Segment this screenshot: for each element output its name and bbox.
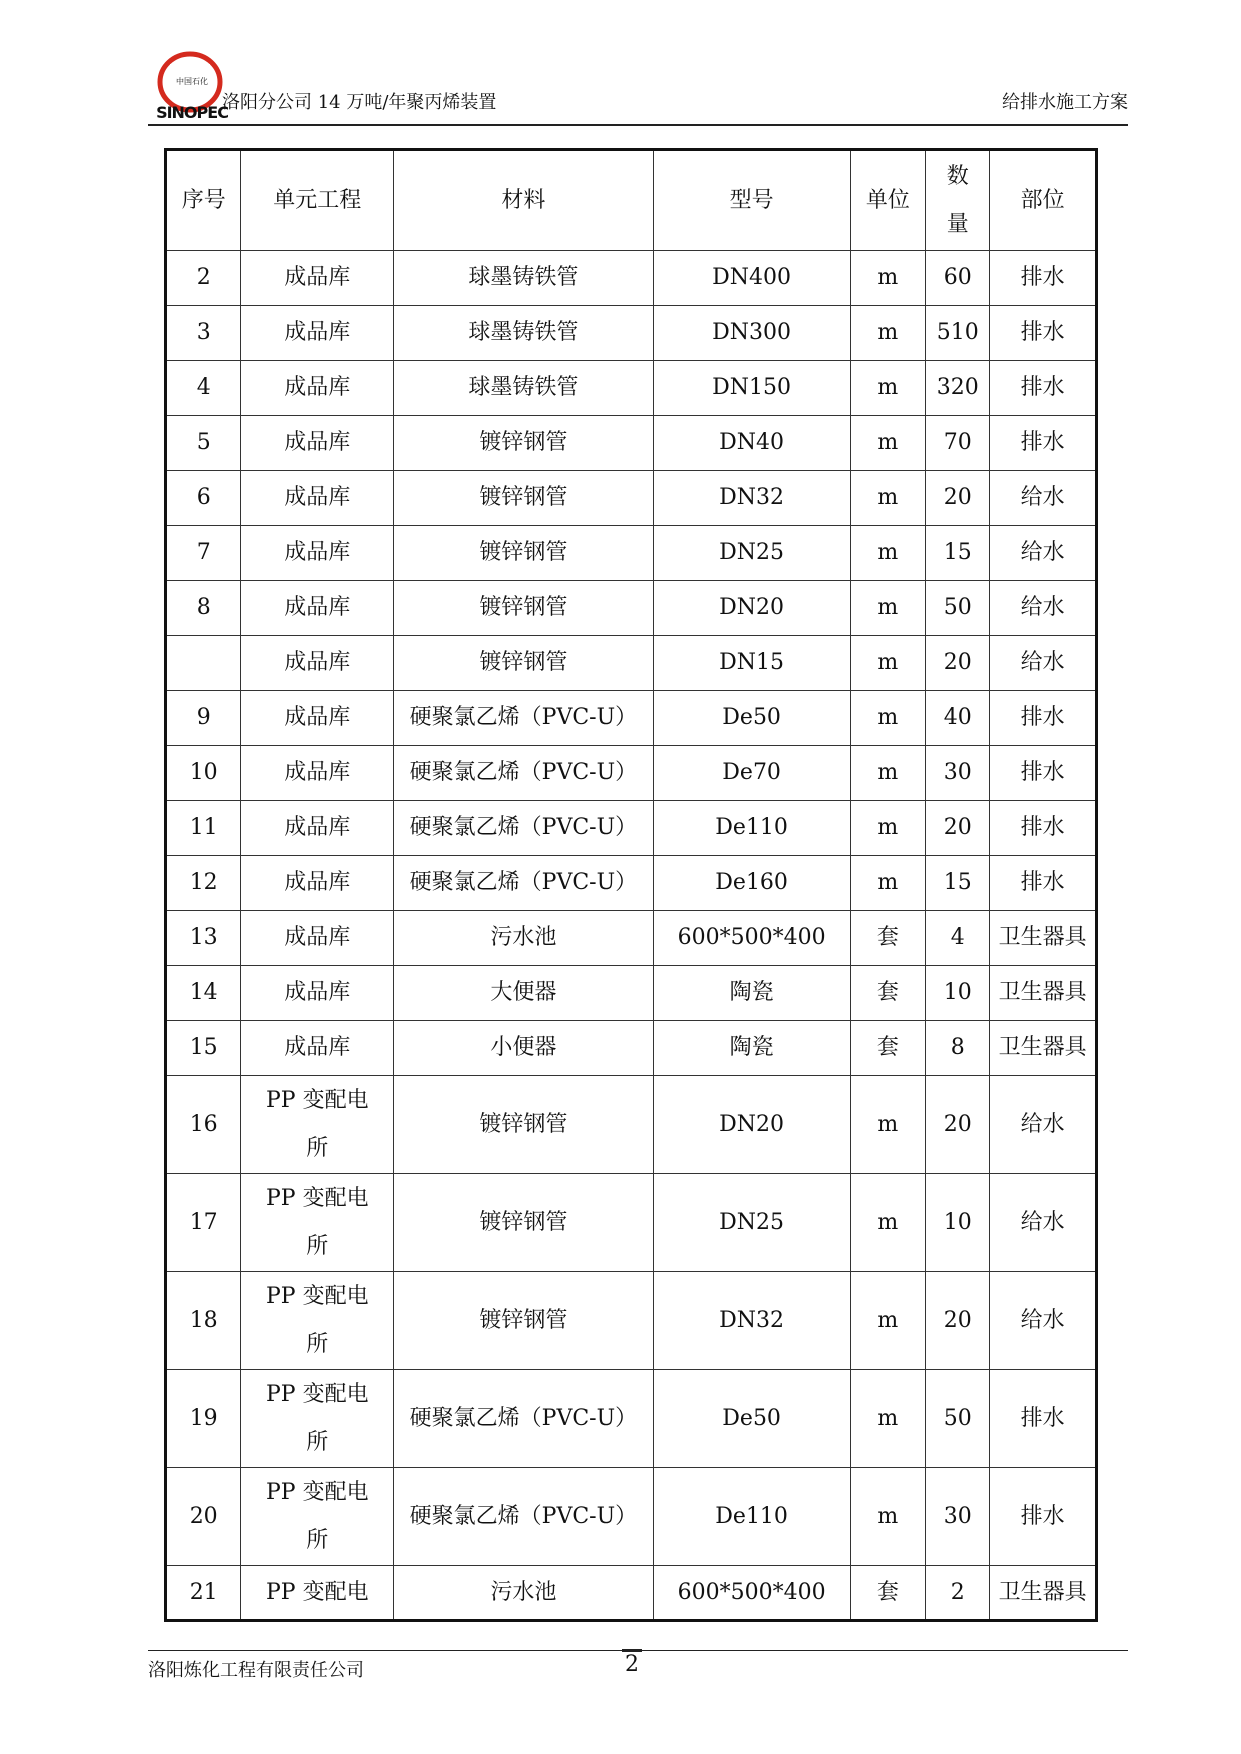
table-row [166, 801, 1097, 856]
cell-unit: 成品库 [241, 471, 394, 526]
footer-company-name: 洛阳炼化工程有限责任公司 [148, 1660, 364, 1681]
cell-part: 给水 [990, 1076, 1097, 1174]
cell-qty: 20 [926, 801, 990, 856]
cell-part: 排水 [990, 416, 1097, 471]
cell-part: 卫生器具 [990, 911, 1097, 966]
cell-model: 600*500*400 [653, 911, 850, 966]
cell-model: DN20 [653, 581, 850, 636]
cell-uom: 套 [850, 966, 925, 1021]
cell-seq: 20 [166, 1468, 241, 1566]
table-row [166, 581, 1097, 636]
cell-seq: 12 [166, 856, 241, 911]
sinopec-logo-icon [152, 50, 232, 122]
header-document-title: 给排水施工方案 [1002, 92, 1128, 113]
cell-part: 排水 [990, 801, 1097, 856]
table-row [166, 636, 1097, 691]
cell-unit: 成品库 [241, 251, 394, 306]
cell-model: 陶瓷 [653, 966, 850, 1021]
cell-material: 镀锌钢管 [394, 581, 653, 636]
cell-model: DN32 [653, 1272, 850, 1370]
cell-seq: 9 [166, 691, 241, 746]
cell-material: 大便器 [394, 966, 653, 1021]
cell-material: 污水池 [394, 1566, 653, 1621]
cell-seq: 18 [166, 1272, 241, 1370]
cell-part: 卫生器具 [990, 1021, 1097, 1076]
cell-part: 给水 [990, 636, 1097, 691]
cell-seq: 7 [166, 526, 241, 581]
cell-qty: 50 [926, 1370, 990, 1468]
table-row [166, 966, 1097, 1021]
header-quantity [926, 150, 990, 251]
cell-unit: 成品库 [241, 636, 394, 691]
cell-uom: m [850, 691, 925, 746]
table-row [166, 526, 1097, 581]
cell-unit: 成品库 [241, 856, 394, 911]
cell-seq: 3 [166, 306, 241, 361]
cell-qty: 2 [926, 1566, 990, 1621]
header-divider [148, 124, 1128, 126]
cell-part: 排水 [990, 1468, 1097, 1566]
cell-uom: m [850, 526, 925, 581]
cell-seq: 14 [166, 966, 241, 1021]
cell-material: 镀锌钢管 [394, 526, 653, 581]
cell-qty: 20 [926, 1076, 990, 1174]
cell-uom: m [850, 746, 925, 801]
header-quantity-line1: 数 [946, 163, 969, 189]
table-row [166, 306, 1097, 361]
cell-part: 排水 [990, 361, 1097, 416]
cell-unit: 成品库 [241, 306, 394, 361]
svg-text:SINOPEC: SINOPEC [156, 103, 228, 122]
cell-unit: 成品库 [241, 416, 394, 471]
cell-material: 镀锌钢管 [394, 1272, 653, 1370]
cell-model: 600*500*400 [653, 1566, 850, 1621]
table-row [166, 691, 1097, 746]
cell-seq: 6 [166, 471, 241, 526]
cell-unit: 成品库 [241, 581, 394, 636]
cell-material: 镀锌钢管 [394, 1076, 653, 1174]
cell-unit [241, 1468, 394, 1566]
cell-unit-line1: PP 变配电 [265, 1185, 369, 1211]
cell-material: 小便器 [394, 1021, 653, 1076]
page-header [148, 40, 1128, 122]
cell-model: DN20 [653, 1076, 850, 1174]
cell-unit: 成品库 [241, 801, 394, 856]
materials-table [164, 148, 1098, 1622]
cell-uom: m [850, 306, 925, 361]
cell-model: DN150 [653, 361, 850, 416]
cell-unit-line1: PP 变配电 [265, 1087, 369, 1113]
cell-unit-line2: 所 [306, 1331, 329, 1357]
cell-material: 硬聚氯乙烯（PVC-U） [394, 1468, 653, 1566]
cell-part: 卫生器具 [990, 966, 1097, 1021]
cell-part: 给水 [990, 1174, 1097, 1272]
header-material: 材料 [394, 150, 653, 251]
cell-qty: 50 [926, 581, 990, 636]
cell-unit [241, 1076, 394, 1174]
header-quantity-line2: 量 [946, 211, 969, 237]
cell-material: 镀锌钢管 [394, 416, 653, 471]
cell-uom: m [850, 1468, 925, 1566]
cell-seq: 8 [166, 581, 241, 636]
cell-material: 镀锌钢管 [394, 636, 653, 691]
cell-part: 给水 [990, 581, 1097, 636]
cell-material: 污水池 [394, 911, 653, 966]
cell-uom: m [850, 801, 925, 856]
cell-uom: m [850, 416, 925, 471]
cell-seq: 17 [166, 1174, 241, 1272]
cell-uom: m [850, 1174, 925, 1272]
table-row [166, 1021, 1097, 1076]
cell-model: De50 [653, 1370, 850, 1468]
cell-material: 硬聚氯乙烯（PVC-U） [394, 1370, 653, 1468]
table-row [166, 746, 1097, 801]
table-row [166, 856, 1097, 911]
cell-qty: 20 [926, 636, 990, 691]
cell-model: 陶瓷 [653, 1021, 850, 1076]
cell-model: DN40 [653, 416, 850, 471]
cell-uom: 套 [850, 911, 925, 966]
cell-unit-line2: 所 [306, 1135, 329, 1161]
cell-qty: 510 [926, 306, 990, 361]
cell-uom: m [850, 361, 925, 416]
cell-part: 排水 [990, 251, 1097, 306]
cell-material: 硬聚氯乙烯（PVC-U） [394, 691, 653, 746]
cell-uom: m [850, 251, 925, 306]
cell-material: 硬聚氯乙烯（PVC-U） [394, 801, 653, 856]
cell-uom: m [850, 856, 925, 911]
table-row [166, 911, 1097, 966]
cell-uom: 套 [850, 1021, 925, 1076]
cell-seq: 5 [166, 416, 241, 471]
cell-unit [241, 1272, 394, 1370]
cell-unit: PP 变配电 [241, 1566, 394, 1621]
header-part: 部位 [990, 150, 1097, 251]
cell-unit-line1: PP 变配电 [265, 1381, 369, 1407]
cell-uom: m [850, 1272, 925, 1370]
cell-material: 球墨铸铁管 [394, 251, 653, 306]
cell-model: De50 [653, 691, 850, 746]
cell-unit: 成品库 [241, 746, 394, 801]
cell-model: De110 [653, 801, 850, 856]
cell-qty: 30 [926, 746, 990, 801]
table-row [166, 251, 1097, 306]
cell-seq: 10 [166, 746, 241, 801]
cell-uom: m [850, 1370, 925, 1468]
header-uom: 单位 [850, 150, 925, 251]
cell-seq: 11 [166, 801, 241, 856]
cell-model: De110 [653, 1468, 850, 1566]
cell-material: 镀锌钢管 [394, 1174, 653, 1272]
header-unit-project: 单元工程 [241, 150, 394, 251]
header-project-title: 洛阳分公司 14 万吨/年聚丙烯装置 [222, 92, 497, 113]
cell-model: DN300 [653, 306, 850, 361]
cell-material: 球墨铸铁管 [394, 361, 653, 416]
table-header-row [166, 150, 1097, 251]
cell-unit [241, 1370, 394, 1468]
cell-seq: 15 [166, 1021, 241, 1076]
cell-unit-line1: PP 变配电 [265, 1479, 369, 1505]
cell-qty: 4 [926, 911, 990, 966]
cell-seq: 16 [166, 1076, 241, 1174]
cell-qty: 30 [926, 1468, 990, 1566]
cell-qty: 10 [926, 1174, 990, 1272]
cell-part: 排水 [990, 856, 1097, 911]
cell-seq [166, 636, 241, 691]
cell-model: DN400 [653, 251, 850, 306]
cell-part: 排水 [990, 306, 1097, 361]
cell-part: 给水 [990, 471, 1097, 526]
cell-uom: m [850, 1076, 925, 1174]
cell-uom: m [850, 581, 925, 636]
cell-model: De160 [653, 856, 850, 911]
cell-seq: 2 [166, 251, 241, 306]
header-model: 型号 [653, 150, 850, 251]
cell-seq: 4 [166, 361, 241, 416]
cell-seq: 21 [166, 1566, 241, 1621]
cell-uom: 套 [850, 1566, 925, 1621]
cell-unit: 成品库 [241, 526, 394, 581]
cell-model: DN15 [653, 636, 850, 691]
cell-uom: m [850, 471, 925, 526]
cell-unit: 成品库 [241, 911, 394, 966]
table-row [166, 1272, 1097, 1370]
cell-material: 硬聚氯乙烯（PVC-U） [394, 856, 653, 911]
cell-model: De70 [653, 746, 850, 801]
cell-seq: 13 [166, 911, 241, 966]
cell-seq: 19 [166, 1370, 241, 1468]
table-row [166, 1076, 1097, 1174]
cell-part: 给水 [990, 526, 1097, 581]
cell-model: DN25 [653, 526, 850, 581]
table-row [166, 1174, 1097, 1272]
cell-qty: 20 [926, 1272, 990, 1370]
cell-part: 给水 [990, 1272, 1097, 1370]
cell-unit: 成品库 [241, 966, 394, 1021]
cell-qty: 40 [926, 691, 990, 746]
cell-part: 排水 [990, 746, 1097, 801]
cell-qty: 60 [926, 251, 990, 306]
cell-model: DN25 [653, 1174, 850, 1272]
header-seq: 序号 [166, 150, 241, 251]
cell-part: 排水 [990, 691, 1097, 746]
cell-unit: 成品库 [241, 1021, 394, 1076]
cell-qty: 70 [926, 416, 990, 471]
cell-material: 镀锌钢管 [394, 471, 653, 526]
cell-qty: 15 [926, 526, 990, 581]
cell-model: DN32 [653, 471, 850, 526]
cell-unit-line2: 所 [306, 1429, 329, 1455]
svg-text:中国石化: 中国石化 [176, 77, 208, 86]
table-row [166, 361, 1097, 416]
cell-qty: 8 [926, 1021, 990, 1076]
page-number: 2 [625, 1652, 639, 1677]
cell-qty: 20 [926, 471, 990, 526]
cell-qty: 10 [926, 966, 990, 1021]
table-row [166, 1370, 1097, 1468]
cell-material: 球墨铸铁管 [394, 306, 653, 361]
cell-unit-line1: PP 变配电 [265, 1283, 369, 1309]
cell-unit [241, 1174, 394, 1272]
cell-material: 硬聚氯乙烯（PVC-U） [394, 746, 653, 801]
cell-unit: 成品库 [241, 691, 394, 746]
cell-part: 排水 [990, 1370, 1097, 1468]
cell-uom: m [850, 636, 925, 691]
table-row [166, 416, 1097, 471]
table-row [166, 471, 1097, 526]
cell-qty: 15 [926, 856, 990, 911]
cell-unit-line2: 所 [306, 1527, 329, 1553]
cell-unit-line2: 所 [306, 1233, 329, 1259]
cell-unit: 成品库 [241, 361, 394, 416]
cell-part: 卫生器具 [990, 1566, 1097, 1621]
cell-qty: 320 [926, 361, 990, 416]
table-row [166, 1566, 1097, 1621]
table-row [166, 1468, 1097, 1566]
